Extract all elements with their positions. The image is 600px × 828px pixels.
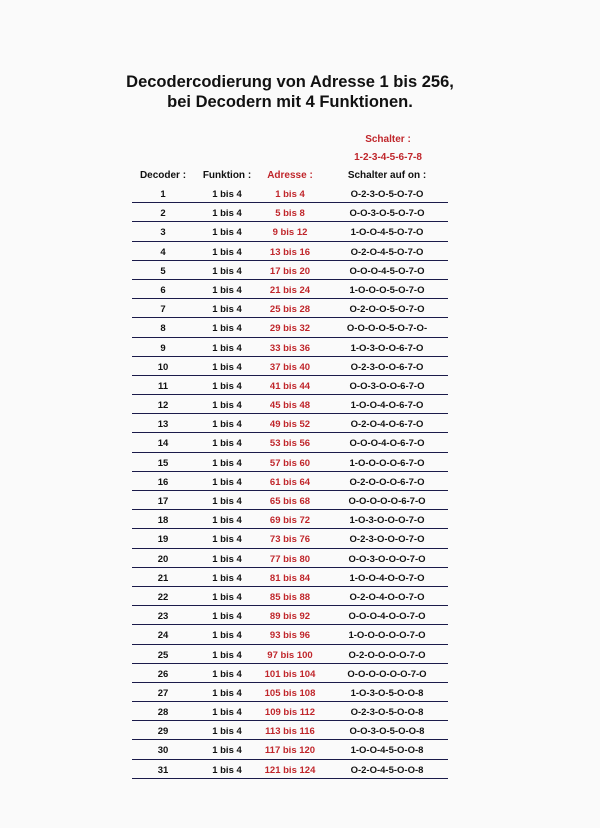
cell-funktion: 1 bis 4 <box>212 304 242 316</box>
cell-funktion: 1 bis 4 <box>212 419 242 431</box>
cell-funktion: 1 bis 4 <box>212 687 242 699</box>
cell-adresse: 89 bis 92 <box>269 611 311 623</box>
cell-funktion: 1 bis 4 <box>212 361 242 373</box>
cell-decoder: 12 <box>157 400 169 412</box>
cell-schalter: 1-O-3-O-O-6-7-O <box>350 342 424 354</box>
cell-adresse: 97 bis 100 <box>267 649 313 661</box>
table-row <box>132 510 448 529</box>
cell-schalter: 1-O-O-4-O-6-7-O <box>350 400 424 412</box>
cell-adresse: 57 bis 60 <box>269 457 311 469</box>
cell-decoder: 29 <box>157 726 169 738</box>
cell-decoder: 9 <box>160 342 166 354</box>
schalter-label: Schalter : <box>365 134 411 145</box>
table-row <box>132 568 448 587</box>
cell-adresse: 93 bis 96 <box>269 630 311 642</box>
page-title-line-2: bei Decodern mit 4 Funktionen. <box>167 93 413 111</box>
table-row <box>132 664 448 683</box>
cell-adresse: 17 bis 20 <box>269 265 311 277</box>
cell-decoder: 21 <box>157 572 169 584</box>
table-row <box>132 740 448 759</box>
cell-schalter: 1-O-3-O-5-O-O-8 <box>350 687 424 699</box>
cell-adresse: 117 bis 120 <box>264 745 316 757</box>
table-row <box>132 203 448 222</box>
cell-adresse: 105 bis 108 <box>264 687 316 699</box>
cell-schalter: O-O-O-O-O-6-7-O <box>348 496 426 507</box>
cell-funktion: 1 bis 4 <box>212 745 242 757</box>
cell-decoder: 2 <box>160 208 166 220</box>
cell-decoder: 20 <box>157 553 169 565</box>
cell-funktion: 1 bis 4 <box>212 572 242 584</box>
cell-decoder: 27 <box>157 687 169 699</box>
cell-adresse: 45 bis 48 <box>269 400 311 412</box>
cell-adresse: 85 bis 88 <box>269 591 311 603</box>
header-funktion: Funktion : <box>202 170 252 181</box>
table-row <box>132 318 448 337</box>
cell-funktion: 1 bis 4 <box>212 246 242 258</box>
cell-schalter: 1-O-O-4-5-O-O-8 <box>350 745 424 757</box>
table-row <box>132 587 448 606</box>
table-row <box>132 549 448 568</box>
cell-decoder: 15 <box>157 457 169 469</box>
table-row <box>132 338 448 357</box>
cell-decoder: 25 <box>157 649 169 661</box>
schalter-numbers: 1-2-3-4-5-6-7-8 <box>354 152 422 163</box>
cell-funktion: 1 bis 4 <box>212 707 242 719</box>
cell-decoder: 4 <box>160 246 166 258</box>
cell-decoder: 17 <box>157 496 169 507</box>
cell-schalter: O-2-O-4-O-6-7-O <box>350 419 424 431</box>
cell-adresse: 1 bis 4 <box>275 189 305 200</box>
cell-funktion: 1 bis 4 <box>212 189 242 200</box>
table-row <box>132 414 448 433</box>
cell-adresse: 69 bis 72 <box>269 515 311 527</box>
cell-funktion: 1 bis 4 <box>212 400 242 412</box>
cell-schalter: O-2-O-O-5-O-7-O <box>349 304 425 316</box>
cell-schalter: O-2-O-4-O-O-7-O <box>349 591 425 603</box>
cell-funktion: 1 bis 4 <box>212 630 242 642</box>
table-row <box>132 529 448 548</box>
cell-schalter: O-O-O-4-5-O-7-O <box>349 265 425 277</box>
cell-adresse: 73 bis 76 <box>269 534 311 546</box>
table-row <box>132 261 448 280</box>
cell-schalter: 1-O-O-4-O-O-7-O <box>349 572 425 584</box>
cell-adresse: 65 bis 68 <box>269 496 311 507</box>
cell-decoder: 19 <box>157 534 169 546</box>
table-row <box>132 645 448 664</box>
cell-decoder: 14 <box>157 438 169 450</box>
cell-funktion: 1 bis 4 <box>212 342 242 354</box>
cell-schalter: O-2-O-4-5-O-O-8 <box>350 764 424 776</box>
page-title <box>0 72 580 112</box>
header-schalter: Schalter auf on : <box>347 170 427 181</box>
cell-adresse: 41 bis 44 <box>269 380 311 392</box>
decoder-table <box>132 184 448 779</box>
cell-decoder: 5 <box>160 265 166 277</box>
table-row <box>132 395 448 414</box>
cell-decoder: 11 <box>157 380 169 392</box>
cell-adresse: 113 bis 116 <box>265 726 315 738</box>
cell-decoder: 13 <box>157 419 169 431</box>
cell-funktion: 1 bis 4 <box>212 591 242 603</box>
cell-adresse: 77 bis 80 <box>269 553 311 565</box>
cell-adresse: 37 bis 40 <box>269 361 311 373</box>
cell-schalter: O-O-O-O-O-O-7-O <box>347 668 427 680</box>
table-row <box>132 760 448 779</box>
cell-funktion: 1 bis 4 <box>212 380 242 392</box>
cell-decoder: 26 <box>157 668 169 680</box>
cell-adresse: 5 bis 8 <box>275 208 305 220</box>
cell-funktion: 1 bis 4 <box>212 476 242 488</box>
cell-schalter: O-2-O-4-5-O-7-O <box>350 246 424 258</box>
cell-funktion: 1 bis 4 <box>212 265 242 277</box>
cell-schalter: O-O-3-O-5-O-O-8 <box>349 726 425 738</box>
table-row <box>132 376 448 395</box>
cell-funktion: 1 bis 4 <box>212 323 242 335</box>
cell-decoder: 22 <box>157 591 169 603</box>
cell-adresse: 29 bis 32 <box>269 323 311 335</box>
table-row <box>132 357 448 376</box>
cell-funktion: 1 bis 4 <box>212 649 242 661</box>
cell-adresse: 109 bis 112 <box>264 707 316 719</box>
cell-adresse: 61 bis 64 <box>269 476 311 488</box>
cell-schalter: O-O-3-O-5-O-7-O <box>349 208 425 220</box>
table-row <box>132 606 448 625</box>
cell-schalter: O-O-3-O-O-O-7-O <box>348 553 426 565</box>
table-row <box>132 299 448 318</box>
cell-adresse: 9 bis 12 <box>272 227 308 239</box>
cell-decoder: 28 <box>157 707 169 719</box>
cell-funktion: 1 bis 4 <box>212 457 242 469</box>
cell-schalter: O-O-O-O-5-O-7-O- <box>346 323 428 335</box>
cell-decoder: 8 <box>160 323 166 335</box>
table-row <box>132 280 448 299</box>
cell-schalter: 1-O-3-O-O-O-7-O <box>349 515 425 527</box>
cell-adresse: 13 bis 16 <box>269 246 311 258</box>
cell-adresse: 25 bis 28 <box>269 304 311 316</box>
cell-decoder: 18 <box>157 515 169 527</box>
cell-decoder: 6 <box>160 284 166 296</box>
table-row <box>132 472 448 491</box>
cell-funktion: 1 bis 4 <box>212 208 242 220</box>
cell-schalter: O-2-3-O-O-O-7-O <box>349 534 425 546</box>
cell-funktion: 1 bis 4 <box>212 227 242 239</box>
table-row <box>132 721 448 740</box>
table-row <box>132 491 448 510</box>
cell-funktion: 1 bis 4 <box>212 496 242 507</box>
cell-schalter: O-O-O-4-O-O-7-O <box>348 611 426 623</box>
cell-schalter: 1-O-O-O-O-O-7-O <box>348 630 426 642</box>
table-row <box>132 433 448 452</box>
cell-funktion: 1 bis 4 <box>212 668 242 680</box>
cell-funktion: 1 bis 4 <box>212 515 242 527</box>
cell-schalter: 1-O-O-O-5-O-7-O <box>349 284 425 296</box>
cell-funktion: 1 bis 4 <box>212 764 242 776</box>
cell-funktion: 1 bis 4 <box>212 553 242 565</box>
cell-adresse: 81 bis 84 <box>269 572 311 584</box>
cell-decoder: 23 <box>157 611 169 623</box>
table-row <box>132 222 448 241</box>
cell-schalter: O-2-O-O-O-6-7-O <box>349 476 425 488</box>
cell-schalter: O-2-O-O-O-O-7-O <box>348 649 426 661</box>
cell-funktion: 1 bis 4 <box>212 284 242 296</box>
header-decoder: Decoder : <box>139 170 187 181</box>
cell-funktion: 1 bis 4 <box>212 438 242 450</box>
cell-decoder: 7 <box>160 304 166 316</box>
cell-adresse: 101 bis 104 <box>264 668 316 680</box>
cell-adresse: 21 bis 24 <box>269 284 311 296</box>
cell-schalter: O-2-3-O-5-O-O-8 <box>350 707 424 719</box>
cell-funktion: 1 bis 4 <box>212 611 242 623</box>
cell-schalter: 1-O-O-O-O-6-7-O <box>349 457 425 469</box>
cell-decoder: 31 <box>157 764 169 776</box>
cell-decoder: 10 <box>157 361 169 373</box>
table-row <box>132 184 448 203</box>
header-adresse: Adresse : <box>267 170 313 181</box>
cell-funktion: 1 bis 4 <box>212 534 242 546</box>
table-header <box>132 170 448 184</box>
cell-schalter: O-O-O-4-O-6-7-O <box>349 438 425 450</box>
table-row <box>132 702 448 721</box>
cell-adresse: 49 bis 52 <box>269 419 311 431</box>
cell-schalter: 1-O-O-4-5-O-7-O <box>350 227 424 239</box>
cell-adresse: 53 bis 56 <box>269 438 311 450</box>
cell-adresse: 33 bis 36 <box>269 342 311 354</box>
cell-adresse: 121 bis 124 <box>264 764 316 776</box>
cell-decoder: 30 <box>157 745 169 757</box>
cell-funktion: 1 bis 4 <box>212 726 242 738</box>
cell-decoder: 16 <box>157 476 169 488</box>
cell-schalter: O-2-3-O-5-O-7-O <box>350 189 424 200</box>
table-row <box>132 625 448 644</box>
cell-decoder: 3 <box>160 227 166 239</box>
cell-schalter: O-O-3-O-O-6-7-O <box>349 380 425 392</box>
table-row <box>132 453 448 472</box>
table-row <box>132 242 448 261</box>
page-title-line-1: Decodercodierung von Adresse 1 bis 256, <box>126 73 454 91</box>
table-row <box>132 683 448 702</box>
cell-decoder: 1 <box>160 189 166 200</box>
cell-decoder: 24 <box>157 630 169 642</box>
cell-schalter: O-2-3-O-O-6-7-O <box>350 361 424 373</box>
